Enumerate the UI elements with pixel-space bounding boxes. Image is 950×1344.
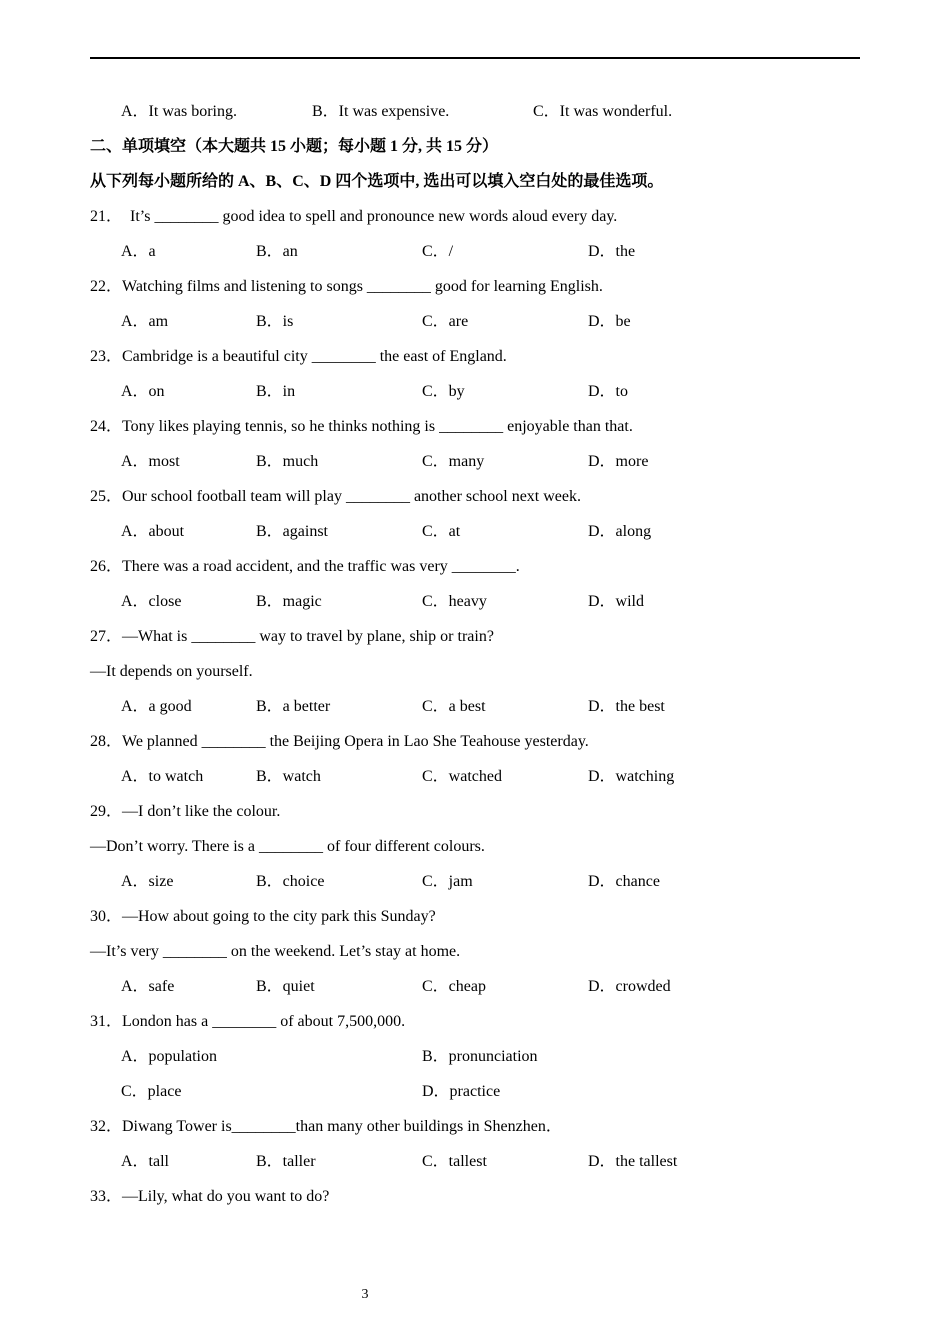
question-27-reply: —It depends on yourself. [90, 663, 253, 680]
header-rule [90, 57, 860, 59]
question-24-option-d: D．more [588, 453, 649, 470]
question-30-option-d: D．crowded [588, 978, 671, 995]
question-28-option-b: B．watch [256, 768, 321, 785]
question-22-stem: 22．Watching films and listening to songs ________ good for learning English. [90, 278, 603, 295]
question-25-option-d: D．along [588, 523, 652, 540]
section-heading: 二、单项填空（本大题共 15 小题；每小题 1 分, 共 15 分） [90, 138, 499, 155]
question-29-option-d: D．chance [588, 873, 660, 890]
prev-option-c: C．It was wonderful. [533, 103, 673, 120]
question-21-option-d: D．the [588, 243, 636, 260]
question-32-option-a: A．tall [121, 1153, 169, 1170]
question-30-reply: —It’s very ________ on the weekend. Let’s stay at home. [90, 943, 461, 960]
question-23-option-c: C．by [422, 383, 465, 400]
question-32-option-c: C．tallest [422, 1153, 487, 1170]
question-27-option-b: B．a better [256, 698, 331, 715]
question-25-option-c: C．at [422, 523, 461, 540]
question-24-option-c: C．many [422, 453, 485, 470]
question-26-option-c: C．heavy [422, 593, 487, 610]
question-28-stem: 28．We planned ________ the Beijing Opera in Lao She Teahouse yesterday. [90, 733, 589, 750]
question-31-option-c: C．place [121, 1083, 182, 1100]
question-24-stem: 24．Tony likes playing tennis, so he thinks nothing is ________ enjoyable than that. [90, 418, 633, 435]
question-22-option-d: D．be [588, 313, 631, 330]
question-23-option-d: D．to [588, 383, 629, 400]
question-27-option-a: A．a good [121, 698, 192, 715]
question-30-option-a: A．safe [121, 978, 175, 995]
question-32-stem: 32．Diwang Tower is________than many other buildings in Shenzhen． [90, 1118, 562, 1135]
question-28-option-c: C．watched [422, 768, 502, 785]
question-31-option-b: B．pronunciation [422, 1048, 538, 1065]
question-31-stem: 31．London has a ________ of about 7,500,000. [90, 1013, 406, 1030]
question-32-option-d: D．the tallest [588, 1153, 678, 1170]
question-31-option-a: A．population [121, 1048, 217, 1065]
question-29-option-b: B．choice [256, 873, 325, 890]
question-30-option-c: C．cheap [422, 978, 486, 995]
question-27-option-d: D．the best [588, 698, 665, 715]
question-24-option-a: A．most [121, 453, 180, 470]
question-23-stem: 23．Cambridge is a beautiful city ________ the east of England. [90, 348, 507, 365]
question-23-option-a: A．on [121, 383, 165, 400]
prev-option-b: B．It was expensive. [312, 103, 450, 120]
question-29-stem: 29．—I don’t like the colour. [90, 803, 281, 820]
question-26-option-a: A．close [121, 593, 182, 610]
question-30-stem: 30．—How about going to the city park this Sunday? [90, 908, 436, 925]
prev-option-a: A．It was boring. [121, 103, 237, 120]
question-29-reply: —Don’t worry. There is a ________ of four different colours. [90, 838, 485, 855]
question-27-stem: 27．—What is ________ way to travel by plane, ship or train? [90, 628, 494, 645]
section-instruction: 从下列每小题所给的 A、B、C、D 四个选项中, 选出可以填入空白处的最佳选项。 [90, 173, 664, 190]
question-28-option-a: A．to watch [121, 768, 204, 785]
question-25-option-b: B．against [256, 523, 328, 540]
question-21-option-a: A．a [121, 243, 156, 260]
question-29-option-a: A．size [121, 873, 174, 890]
question-21-option-c: C．/ [422, 243, 454, 260]
page-number: 3 [361, 1287, 369, 1302]
question-26-stem: 26．There was a road accident, and the traffic was very ________. [90, 558, 520, 575]
question-27-option-c: C．a best [422, 698, 486, 715]
question-28-option-d: D．watching [588, 768, 675, 785]
question-26-option-b: B．magic [256, 593, 322, 610]
question-22-option-c: C．are [422, 313, 469, 330]
question-25-option-a: A．about [121, 523, 185, 540]
question-22-option-a: A．am [121, 313, 169, 330]
question-31-option-d: D．practice [422, 1083, 501, 1100]
question-21-option-b: B．an [256, 243, 298, 260]
question-22-option-b: B．is [256, 313, 294, 330]
question-25-stem: 25．Our school football team will play ________ another school next week. [90, 488, 582, 505]
question-21-stem: 21． It’s ________ good idea to spell and pronounce new words aloud every day. [90, 208, 618, 225]
question-33-stem: 33．—Lily, what do you want to do? [90, 1188, 330, 1205]
question-32-option-b: B．taller [256, 1153, 316, 1170]
question-24-option-b: B．much [256, 453, 319, 470]
question-29-option-c: C．jam [422, 873, 473, 890]
question-26-option-d: D．wild [588, 593, 645, 610]
question-30-option-b: B．quiet [256, 978, 315, 995]
question-23-option-b: B．in [256, 383, 296, 400]
